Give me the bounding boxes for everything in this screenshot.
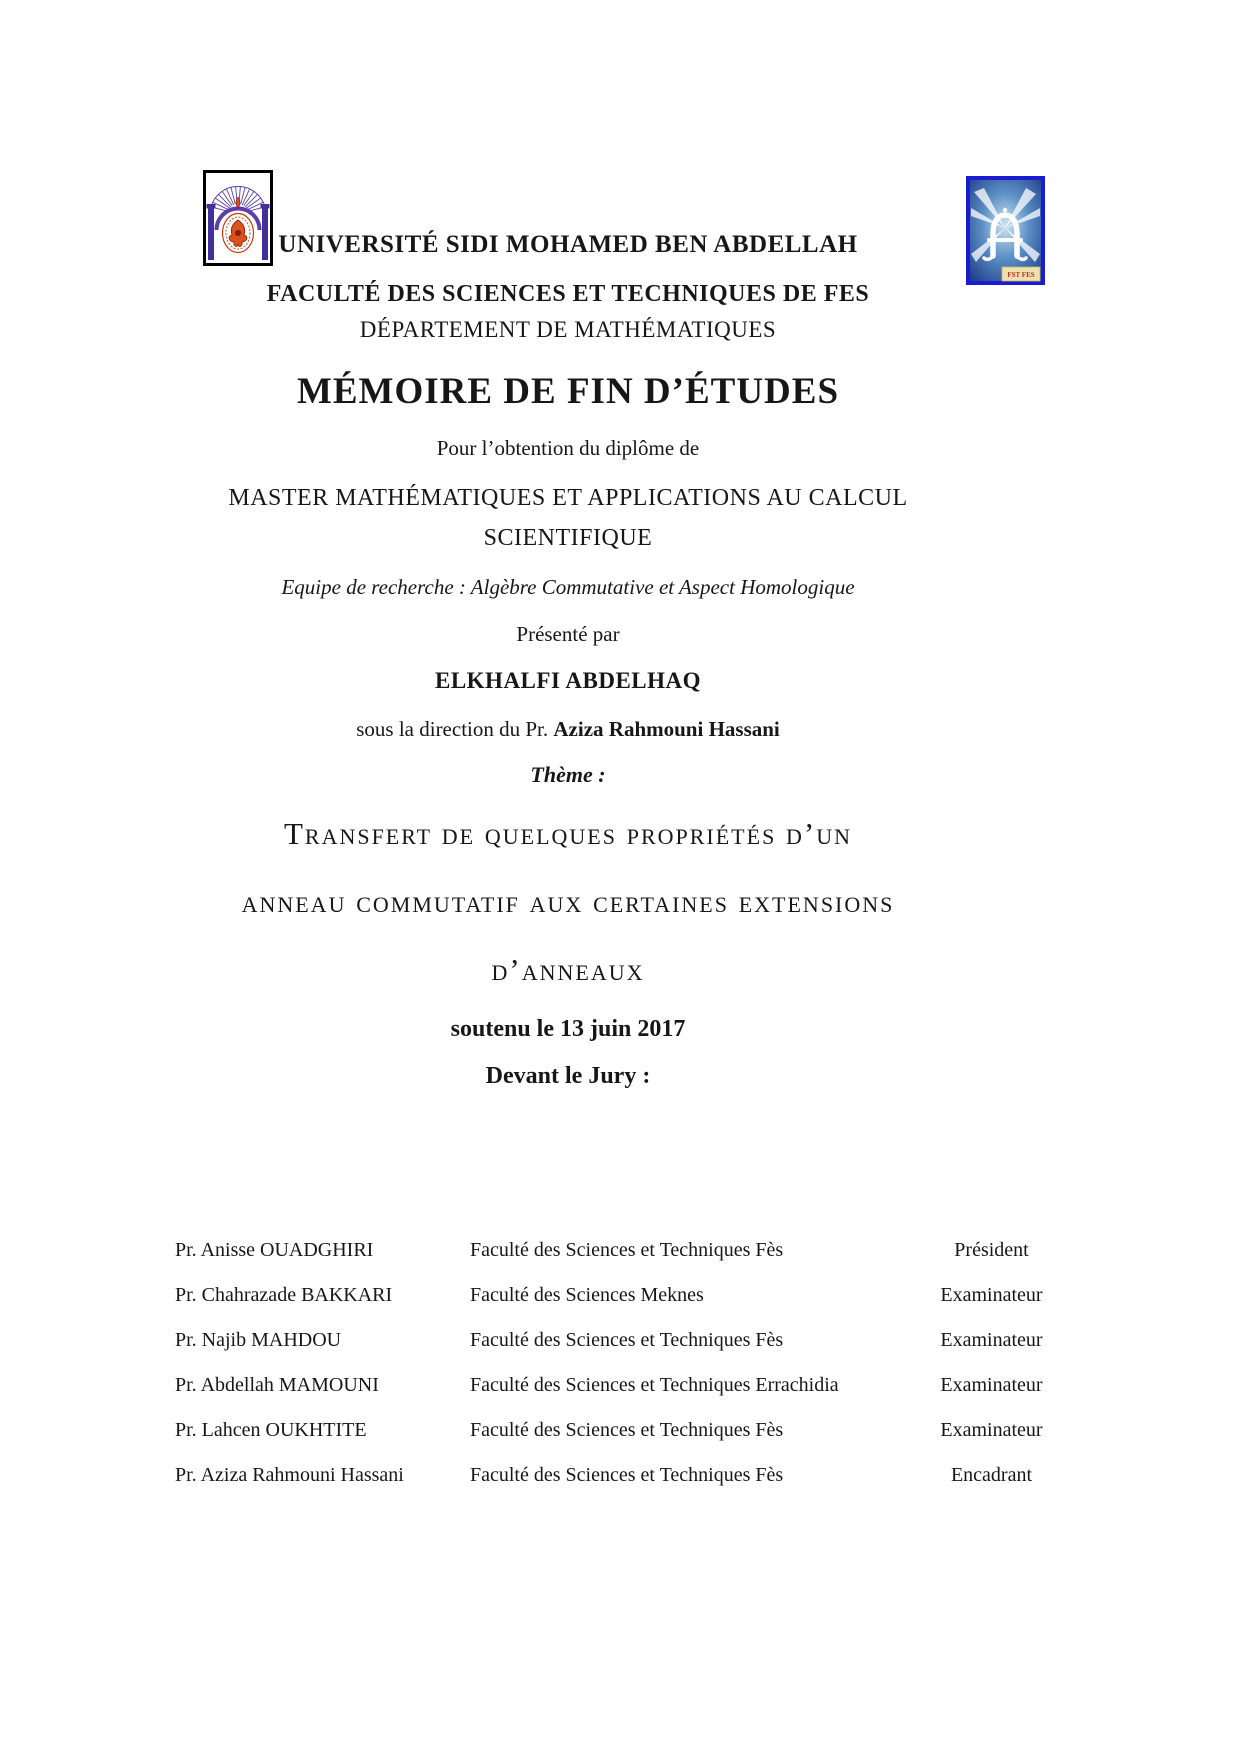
defense-date: soutenu le 13 juin 2017	[450, 1015, 686, 1042]
jury-member-name: Pr. Najib MAHDOU	[175, 1329, 342, 1351]
thesis-title-line1: Transfert de quelques propriétés d’un	[283, 816, 853, 852]
jury-row	[175, 1228, 1055, 1273]
jury-member-affiliation: Faculté des Sciences et Techniques Fès	[470, 1464, 784, 1486]
jury-member-role: Président	[954, 1239, 1029, 1261]
jury-member-name: Pr. Abdellah MAMOUNI	[175, 1374, 379, 1396]
jury-heading: Devant le Jury :	[485, 1063, 651, 1090]
jury-member-role: Examinateur	[940, 1419, 1043, 1441]
jury-table	[175, 1228, 1055, 1498]
jury-row	[175, 1273, 1055, 1318]
jury-member-affiliation: Faculté des Sciences et Techniques Fès	[470, 1329, 784, 1351]
jury-row	[175, 1408, 1055, 1453]
jury-member-role: Examinateur	[940, 1374, 1043, 1396]
jury-member-role: Encadrant	[950, 1464, 1033, 1486]
fst-fes-caption: FST FES	[1007, 271, 1035, 279]
thesis-title-line2: anneau commutatif aux certaines extensions	[241, 884, 895, 920]
jury-member-name: Pr. Anisse OUADGHIRI	[175, 1239, 374, 1261]
university-name: UNIVERSITÉ SIDI MOHAMED BEN ABDELLAH	[278, 231, 858, 258]
master-program-line1: MASTER MATHÉMATIQUES ET APPLICATIONS AU CALCUL	[228, 484, 908, 511]
jury-member-affiliation: Faculté des Sciences Meknes	[470, 1284, 704, 1306]
theme-label: Thème :	[530, 761, 606, 787]
jury-row	[175, 1318, 1055, 1363]
supervisor-name: Aziza Rahmouni Hassani	[553, 716, 780, 741]
jury-member-name: Pr. Lahcen OUKHTITE	[175, 1419, 367, 1441]
master-program-line2: SCIENTIFIQUE	[483, 524, 653, 551]
jury-row	[175, 1453, 1055, 1498]
supervision-prefix: sous la direction du Pr.	[356, 716, 549, 741]
author-name: ELKHALFI ABDELHAQ	[434, 667, 702, 693]
jury-member-affiliation: Faculté des Sciences et Techniques Errachidia	[470, 1374, 839, 1396]
jury-member-role: Examinateur	[940, 1329, 1043, 1351]
jury-row	[175, 1363, 1055, 1408]
presented-by-label: Présenté par	[516, 621, 620, 646]
thesis-title-line3: d’anneaux	[491, 952, 645, 988]
jury-member-name: Pr. Chahrazade BAKKARI	[175, 1284, 393, 1306]
department-name: DÉPARTEMENT DE MATHÉMATIQUES	[359, 316, 777, 342]
faculty-name: FACULTÉ DES SCIENCES ET TECHNIQUES DE FES	[266, 281, 870, 307]
memoir-title: MÉMOIRE DE FIN D’ÉTUDES	[296, 371, 840, 413]
jury-member-affiliation: Faculté des Sciences et Techniques Fès	[470, 1239, 784, 1261]
jury-member-role: Examinateur	[940, 1284, 1043, 1306]
jury-member-name: Pr. Aziza Rahmouni Hassani	[175, 1464, 404, 1486]
research-team: Equipe de recherche : Algèbre Commutative et Aspect Homologique	[281, 574, 855, 599]
degree-purpose: Pour l’obtention du diplôme de	[436, 435, 700, 460]
supervision-line	[128, 717, 1008, 742]
jury-member-affiliation: Faculté des Sciences et Techniques Fès	[470, 1419, 784, 1441]
cover-content	[128, 0, 1008, 1091]
